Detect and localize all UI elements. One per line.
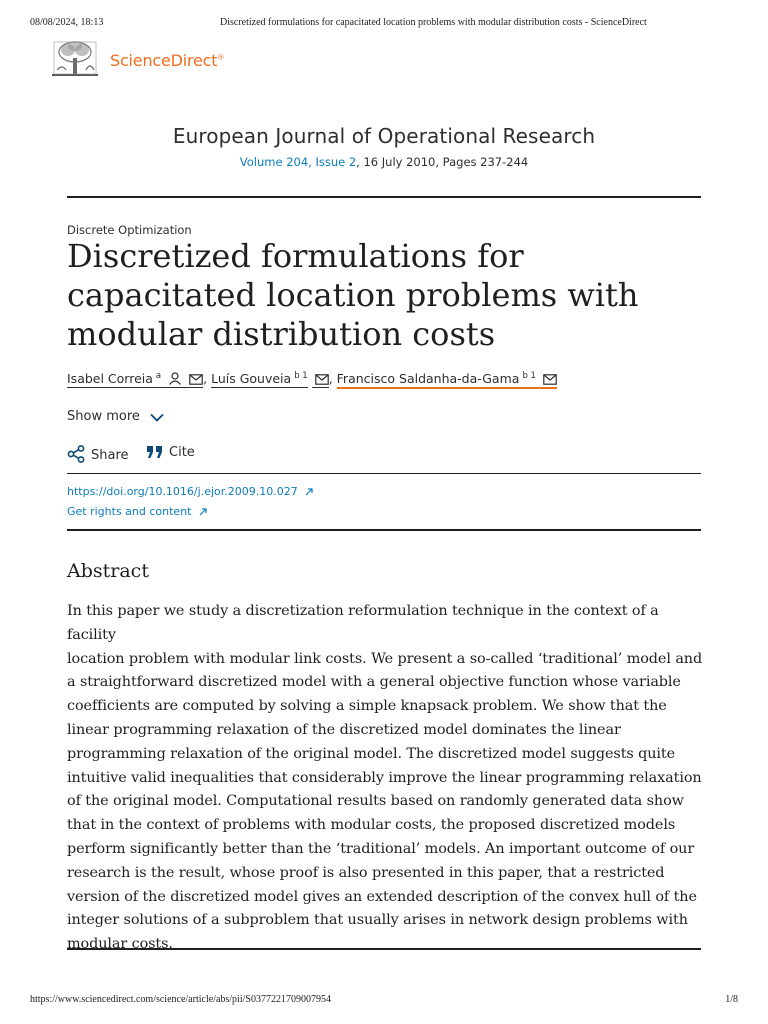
- rights-link[interactable]: [67, 505, 207, 518]
- rights-text: Get rights and content: [67, 505, 192, 518]
- abstract-heading: Abstract: [67, 560, 149, 582]
- abstract-line: a straightforward discretized model with a general objective function whose variable: [67, 674, 681, 691]
- author-saldanha-da-gama[interactable]: [337, 371, 557, 389]
- cite-button[interactable]: [146, 445, 195, 460]
- issue-line: [0, 155, 768, 169]
- links-divider: [67, 529, 701, 531]
- email-button-gouveia[interactable]: [312, 371, 329, 388]
- abstract-line: perform significantly better than the ‘traditional’ models. An important outcome of our: [67, 840, 695, 857]
- abstract-line: that in the context of problems with modular costs, the proposed discretized models: [67, 817, 676, 834]
- chevron-down-icon: [150, 413, 164, 422]
- author-affiliation: a: [155, 371, 162, 381]
- email-icon: [543, 374, 557, 385]
- print-url: https://www.sciencedirect.com/science/article/abs/pii/S0377221709007954: [30, 994, 331, 1005]
- abstract-line: In this paper we study a discretization reformulation technique in the context of a facility: [67, 603, 659, 643]
- author-affiliation: b 1: [522, 371, 536, 381]
- author-affiliation: b 1: [294, 371, 308, 381]
- abstract-line: programming relaxation of the original model. The discretized model suggests quite: [67, 745, 676, 762]
- journal-title[interactable]: European Journal of Operational Research: [172, 124, 596, 148]
- header-divider: [67, 196, 701, 198]
- share-icon: [67, 445, 85, 463]
- quote-icon: [146, 445, 163, 459]
- author-list: [67, 371, 707, 391]
- abstract-line: linear programming relaxation of the discretized model dominates the linear: [67, 721, 621, 738]
- brand-name: ScienceDirect: [110, 51, 218, 70]
- author-name: Luís Gouveia: [211, 371, 292, 386]
- elsevier-logo-icon[interactable]: [52, 40, 98, 78]
- email-icon: [189, 374, 203, 385]
- external-link-icon: [199, 508, 207, 516]
- abstract-line: version of the discretized model gives an extended description of the convex hull of the: [67, 888, 697, 905]
- print-date: 08/08/2024, 18:13: [30, 17, 104, 28]
- author-separator: ,: [203, 371, 208, 386]
- show-more-button[interactable]: [67, 409, 164, 424]
- print-page-number: 1/8: [725, 994, 738, 1005]
- abstract-line: location problem with modular link costs. We present a so-called ‘traditional’ model and: [67, 650, 703, 667]
- abstract-text: [67, 600, 707, 957]
- abstract-line: coefficients are computed by solving a simple knapsack problem. We show that the: [67, 698, 667, 715]
- abstract-line: intuitive valid inequalities that considerably improve the linear programming relaxation: [67, 769, 702, 786]
- volume-issue-link[interactable]: Volume 204, Issue 2: [239, 155, 357, 169]
- share-button[interactable]: [67, 445, 129, 463]
- author-correia[interactable]: [67, 371, 203, 388]
- doi-text: https://doi.org/10.1016/j.ejor.2009.10.027: [67, 485, 298, 498]
- email-icon: [315, 374, 329, 385]
- article-section: Discrete Optimization: [67, 223, 192, 237]
- print-page-title: Discretized formulations for capacitated location problems with modular distribution costs - ScienceDirect: [220, 17, 647, 28]
- doi-link[interactable]: [67, 485, 313, 498]
- author-name: Isabel Correia: [67, 371, 153, 386]
- abstract-line: research is the result, whose proof is also presented in this paper, that a restricted: [67, 864, 665, 881]
- author-name: Francisco Saldanha-da-Gama: [336, 371, 520, 386]
- author-separator: ,: [328, 371, 333, 386]
- share-label: Share: [91, 448, 129, 463]
- print-footer: [30, 994, 738, 1008]
- actions-divider: [67, 473, 701, 474]
- abstract-line: modular costs.: [67, 936, 173, 953]
- person-icon: [168, 372, 182, 385]
- abstract-divider: [67, 948, 701, 950]
- print-header: [30, 17, 738, 31]
- cite-label: Cite: [169, 445, 195, 460]
- sciencedirect-brand[interactable]: [110, 51, 224, 70]
- author-gouveia[interactable]: [211, 371, 308, 388]
- issue-date-pages: , 16 July 2010, Pages 237-244: [356, 155, 529, 169]
- article-title: Discretized formulations for capacitated location problems with modular distribution costs: [67, 237, 639, 353]
- external-link-icon: [305, 488, 313, 496]
- brand-mark: ®: [217, 53, 225, 62]
- abstract-line: integer solutions of a subproblem that usually arises in network design problems with: [67, 912, 688, 929]
- abstract-line: of the original model. Computational results based on randomly generated data show: [67, 793, 684, 810]
- show-more-label: Show more: [67, 409, 140, 424]
